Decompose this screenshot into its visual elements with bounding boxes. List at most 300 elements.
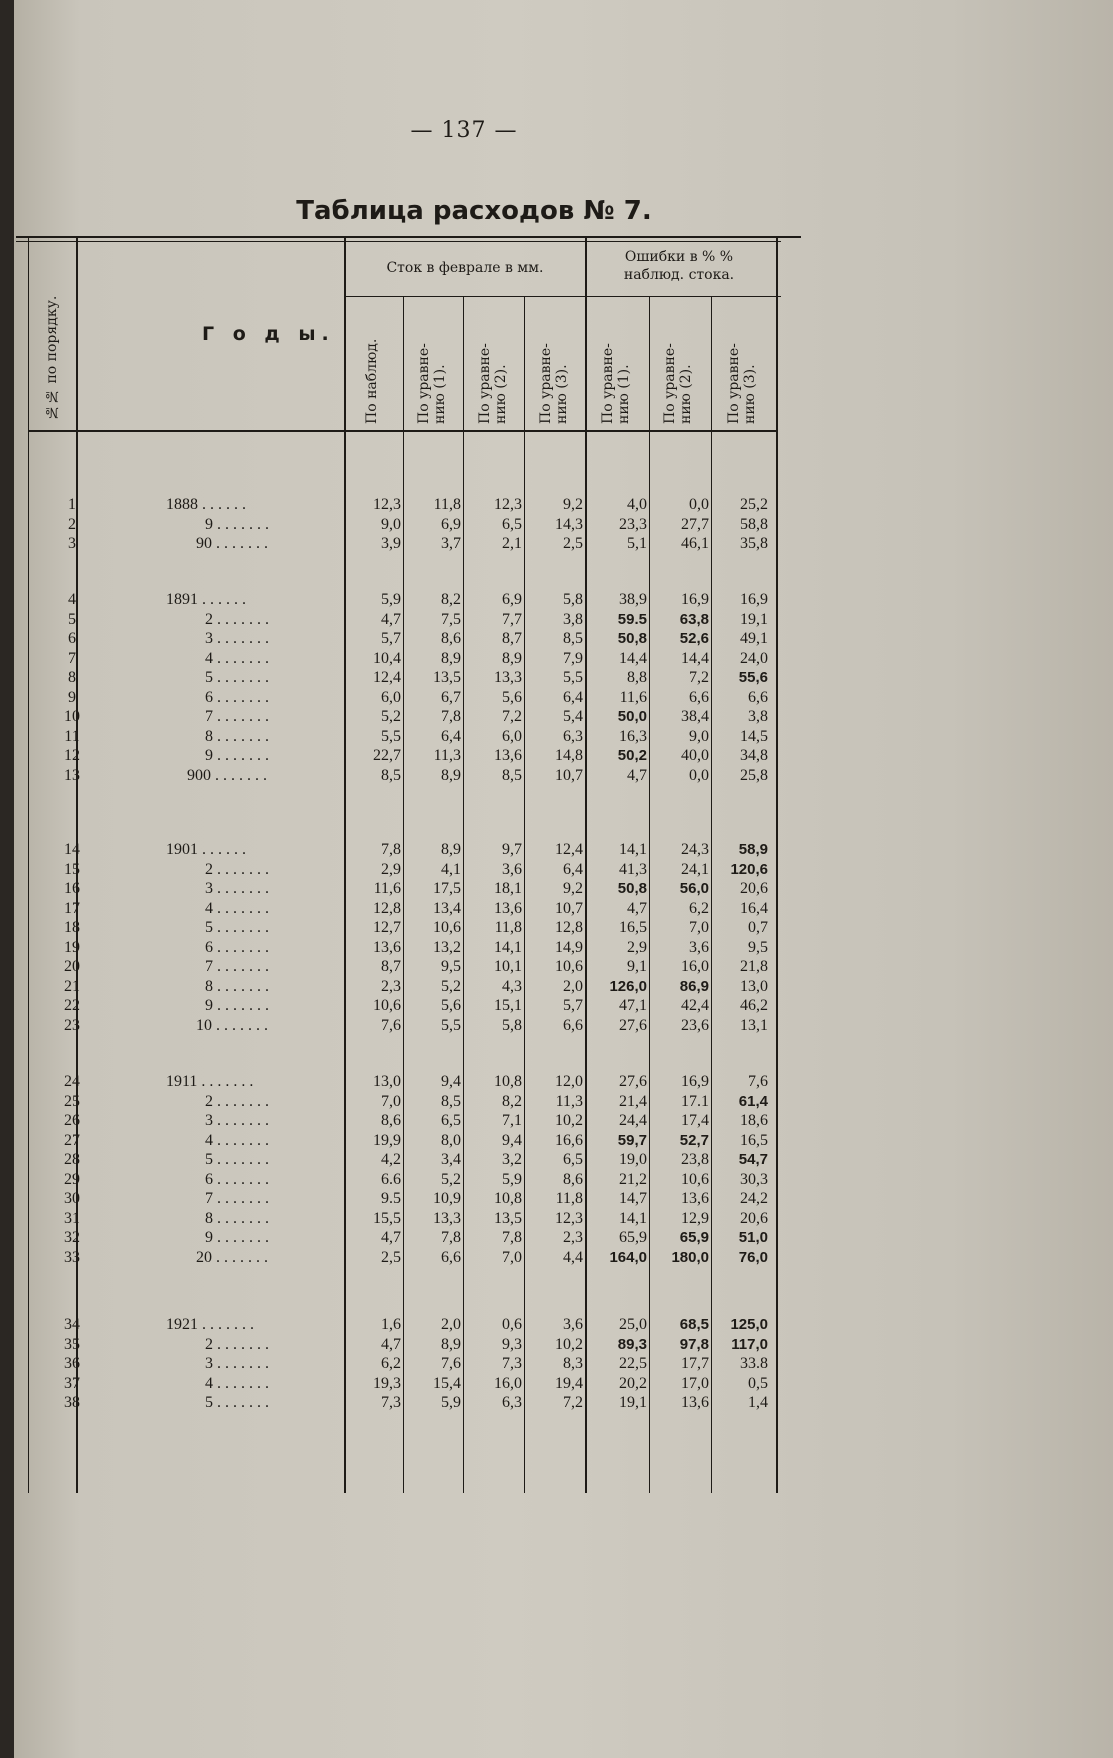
row-value-col-7: 6,6	[748, 688, 768, 706]
row-value-col-1: 8,6	[381, 1112, 401, 1129]
row-value-col-2: 8,2	[441, 591, 461, 608]
row-value-col-6: 40,0	[681, 747, 709, 764]
header-eq2: По уравне- нию (2).	[477, 343, 509, 424]
row-value-col-4: 14,8	[555, 747, 583, 764]
top-rule-thin	[16, 241, 781, 242]
table-row	[14, 1092, 784, 1111]
row-value-col-2: 6,6	[441, 1248, 461, 1266]
row-value-col-6: 10,6	[681, 1170, 709, 1188]
row-value-col-2: 7,5	[441, 610, 461, 628]
row-value-col-2: 8,6	[441, 630, 461, 647]
row-value-col-5: 4,0	[627, 496, 647, 513]
row-value-col-7: 19,1	[740, 610, 768, 628]
row-value-col-5: 14,7	[619, 1190, 647, 1207]
row-value-col-1: 10,6	[373, 997, 401, 1014]
row-value-col-5: 11,6	[619, 688, 647, 706]
row-value-col-2: 11,3	[433, 747, 461, 764]
row-value-col-2: 5,6	[441, 997, 461, 1014]
row-value-col-4: 9,2	[563, 880, 583, 897]
table-row	[14, 688, 784, 707]
row-value-col-5: 2,9	[627, 938, 647, 956]
row-value-col-6: 86,9	[679, 977, 709, 995]
row-value-col-4: 10,6	[555, 958, 583, 975]
row-value-col-5: 47,1	[619, 997, 647, 1014]
header-err2: По уравне- нию (2).	[662, 343, 694, 424]
row-value-col-3: 9,4	[502, 1131, 522, 1149]
row-value-col-4: 6,3	[563, 727, 583, 745]
row-number: 13	[64, 766, 80, 784]
row-value-col-2: 7,8	[441, 708, 461, 725]
row-value-col-1: 4,7	[381, 1229, 401, 1246]
row-value-col-3: 7,3	[502, 1355, 522, 1372]
row-value-col-5: 126,0	[609, 977, 647, 995]
row-value-col-7: 16,5	[740, 1131, 768, 1149]
row-value-col-2: 13,4	[433, 899, 461, 917]
row-value-col-7: 49,1	[740, 630, 768, 647]
row-value-col-6: 46,1	[681, 535, 709, 552]
row-number: 36	[64, 1355, 80, 1372]
row-value-col-1: 7,0	[381, 1092, 401, 1110]
row-value-col-4: 5,4	[563, 708, 583, 725]
table-row	[14, 1248, 784, 1267]
row-value-col-6: 16,0	[681, 958, 709, 975]
row-number: 14	[64, 841, 80, 858]
table-row	[14, 1209, 784, 1228]
table-row	[14, 1374, 784, 1393]
row-value-col-2: 5,2	[441, 1170, 461, 1188]
row-number: 4	[68, 591, 76, 608]
row-value-col-6: 17,4	[681, 1112, 709, 1129]
row-number: 7	[68, 649, 76, 667]
row-year: 1888 . . . . . .	[166, 496, 246, 513]
row-value-col-3: 3,2	[502, 1151, 522, 1168]
row-value-col-5: 50,2	[617, 747, 647, 764]
row-value-col-7: 58,8	[740, 515, 768, 533]
row-value-col-3: 5,9	[502, 1170, 522, 1188]
row-value-col-5: 27,6	[619, 1016, 647, 1034]
header-years: Г о д ы.	[202, 323, 335, 345]
row-value-col-3: 8,5	[502, 766, 522, 784]
row-value-col-5: 4,7	[627, 899, 647, 917]
row-value-col-3: 6,3	[502, 1394, 522, 1411]
row-value-col-2: 13,3	[433, 1209, 461, 1227]
row-value-col-3: 4,3	[502, 977, 522, 995]
row-value-col-6: 3,6	[689, 938, 709, 956]
row-value-col-3: 11,8	[494, 919, 522, 936]
header-observed: По наблюд.	[364, 338, 380, 424]
table-row	[14, 629, 784, 648]
row-value-col-5: 59.5	[617, 610, 647, 628]
row-value-col-1: 12,3	[373, 496, 401, 513]
header-err3: По уравне- нию (3).	[726, 343, 758, 424]
row-value-col-2: 15,4	[433, 1374, 461, 1392]
row-value-col-7: 125,0	[730, 1316, 768, 1333]
row-value-col-1: 12,8	[373, 899, 401, 917]
row-value-col-4: 6,4	[563, 860, 583, 878]
table-row	[14, 1016, 784, 1035]
row-value-col-1: 19,3	[373, 1374, 401, 1392]
row-number: 38	[64, 1394, 80, 1411]
table-row	[14, 1228, 784, 1247]
row-value-col-2: 8,9	[441, 1335, 461, 1353]
row-number: 9	[68, 688, 76, 706]
row-year: 7 . . . . . . .	[205, 708, 269, 725]
row-value-col-1: 7,3	[381, 1394, 401, 1411]
row-year: 5 . . . . . . .	[205, 1151, 269, 1168]
row-value-col-6: 16,9	[681, 591, 709, 608]
row-value-col-6: 65,9	[679, 1229, 709, 1246]
row-value-col-5: 164,0	[609, 1248, 647, 1266]
row-value-col-3: 0,6	[502, 1316, 522, 1333]
row-value-col-7: 24,0	[740, 649, 768, 667]
row-value-col-4: 8,3	[563, 1355, 583, 1372]
row-value-col-6: 23,6	[681, 1016, 709, 1034]
row-value-col-1: 5,5	[381, 727, 401, 745]
row-number: 37	[64, 1374, 80, 1392]
table-row	[14, 1354, 784, 1373]
row-value-col-1: 5,2	[381, 708, 401, 725]
table-row	[14, 1189, 784, 1208]
row-value-col-7: 58,9	[738, 841, 768, 858]
row-value-col-4: 8,5	[563, 630, 583, 647]
row-value-col-3: 18,1	[494, 880, 522, 897]
row-value-col-3: 13,3	[494, 669, 522, 686]
row-value-col-1: 12,4	[373, 669, 401, 686]
row-value-col-6: 52,6	[679, 630, 709, 647]
row-value-col-7: 54,7	[738, 1151, 768, 1168]
row-value-col-7: 14,5	[740, 727, 768, 745]
row-number: 10	[64, 708, 80, 725]
row-value-col-6: 0,0	[689, 496, 709, 513]
row-number: 1	[68, 496, 76, 513]
row-value-col-5: 50,8	[617, 630, 647, 647]
row-value-col-7: 0,5	[748, 1374, 768, 1392]
row-value-col-6: 27,7	[681, 515, 709, 533]
row-value-col-5: 19,1	[619, 1394, 647, 1411]
row-value-col-4: 5,8	[563, 591, 583, 608]
row-year: 7 . . . . . . .	[205, 1190, 269, 1207]
row-value-col-1: 4,2	[381, 1151, 401, 1168]
row-value-col-7: 21,8	[740, 958, 768, 975]
row-value-col-4: 5,7	[563, 997, 583, 1014]
table-row	[14, 668, 784, 687]
table-row	[14, 1150, 784, 1169]
row-value-col-2: 5,9	[441, 1394, 461, 1411]
row-year: 6 . . . . . . .	[205, 1170, 269, 1188]
row-value-col-5: 14,1	[619, 841, 647, 858]
row-value-col-3: 13,5	[494, 1209, 522, 1227]
row-value-col-1: 11,6	[373, 880, 401, 897]
row-value-col-2: 3,4	[441, 1151, 461, 1168]
row-value-col-2: 3,7	[441, 535, 461, 552]
row-value-col-6: 68,5	[679, 1316, 709, 1333]
row-number: 2	[68, 515, 76, 533]
row-value-col-2: 2,0	[441, 1316, 461, 1333]
row-year: 6 . . . . . . .	[205, 688, 269, 706]
table-row	[14, 707, 784, 726]
row-number: 32	[64, 1229, 80, 1246]
row-value-col-1: 15,5	[373, 1209, 401, 1227]
row-value-col-5: 59,7	[617, 1131, 647, 1149]
row-value-col-1: 9.5	[381, 1190, 401, 1207]
table-row	[14, 957, 784, 976]
row-value-col-1: 2,3	[381, 977, 401, 995]
row-value-col-7: 117,0	[731, 1335, 768, 1353]
table-row	[14, 649, 784, 668]
table-row	[14, 977, 784, 996]
row-value-col-6: 97,8	[679, 1335, 709, 1353]
row-value-col-5: 25,0	[619, 1316, 647, 1333]
row-value-col-4: 19,4	[555, 1374, 583, 1392]
row-value-col-7: 13,0	[740, 977, 768, 995]
row-year: 3 . . . . . . .	[205, 880, 269, 897]
table-row	[14, 515, 784, 534]
row-value-col-7: 33.8	[740, 1355, 768, 1372]
row-value-col-7: 16,4	[740, 899, 768, 917]
row-value-col-1: 8,5	[381, 766, 401, 784]
row-value-col-6: 13,6	[681, 1394, 709, 1411]
table-row	[14, 746, 784, 765]
row-value-col-7: 46,2	[740, 997, 768, 1014]
row-value-col-1: 4,7	[381, 610, 401, 628]
row-number: 6	[68, 630, 76, 647]
row-value-col-5: 21,2	[619, 1170, 647, 1188]
row-value-col-6: 7,2	[689, 669, 709, 686]
row-value-col-4: 10,2	[555, 1335, 583, 1353]
row-value-col-1: 9,0	[381, 515, 401, 533]
header-errors-group: Ошибки в % % наблюд. стока.	[623, 249, 735, 283]
row-value-col-2: 8,9	[441, 649, 461, 667]
row-value-col-2: 9,5	[441, 958, 461, 975]
table-row	[14, 860, 784, 879]
row-year: 8 . . . . . . .	[205, 1209, 269, 1227]
table-row	[14, 1111, 784, 1130]
row-value-col-6: 38,4	[681, 708, 709, 725]
row-value-col-4: 10,7	[555, 899, 583, 917]
table-row	[14, 495, 784, 514]
top-rule	[16, 236, 801, 238]
row-value-col-4: 9,2	[563, 496, 583, 513]
row-value-col-6: 12,9	[681, 1209, 709, 1227]
row-value-col-6: 42,4	[681, 997, 709, 1014]
row-value-col-1: 5,7	[381, 630, 401, 647]
row-value-col-2: 13,5	[433, 669, 461, 686]
row-value-col-3: 14,1	[494, 938, 522, 956]
row-value-col-3: 12,3	[494, 496, 522, 513]
row-value-col-6: 16,9	[681, 1073, 709, 1090]
row-number: 23	[64, 1016, 80, 1034]
row-value-col-1: 8,7	[381, 958, 401, 975]
row-value-col-4: 16,6	[555, 1131, 583, 1149]
row-year: 6 . . . . . . .	[205, 938, 269, 956]
row-value-col-6: 7,0	[689, 919, 709, 936]
row-value-col-5: 8,8	[627, 669, 647, 686]
row-value-col-1: 12,7	[373, 919, 401, 936]
row-value-col-3: 7,7	[502, 610, 522, 628]
row-value-col-1: 2,5	[381, 1248, 401, 1266]
row-value-col-1: 2,9	[381, 860, 401, 878]
table-row	[14, 879, 784, 898]
row-number: 29	[64, 1170, 80, 1188]
table-row	[14, 610, 784, 629]
row-value-col-5: 21,4	[619, 1092, 647, 1110]
row-value-col-4: 7,2	[563, 1394, 583, 1411]
row-value-col-3: 8,7	[502, 630, 522, 647]
row-value-col-5: 5,1	[627, 535, 647, 552]
row-year: 8 . . . . . . .	[205, 977, 269, 995]
row-value-col-2: 4,1	[441, 860, 461, 878]
row-value-col-3: 5,8	[502, 1016, 522, 1034]
row-year: 1901 . . . . . .	[166, 841, 246, 858]
table-row	[14, 727, 784, 746]
row-value-col-7: 35,8	[740, 535, 768, 552]
row-year: 900 . . . . . . .	[187, 766, 267, 784]
row-number: 17	[64, 899, 80, 917]
row-value-col-6: 17.1	[681, 1092, 709, 1110]
row-number: 35	[64, 1335, 80, 1353]
row-value-col-7: 61,4	[738, 1092, 768, 1110]
row-year: 3 . . . . . . .	[205, 1355, 269, 1372]
row-number: 16	[64, 880, 80, 897]
row-value-col-6: 24,1	[681, 860, 709, 878]
row-number: 25	[64, 1092, 80, 1110]
row-value-col-2: 6,9	[441, 515, 461, 533]
row-value-col-4: 14,9	[555, 938, 583, 956]
row-number: 30	[64, 1190, 80, 1207]
row-value-col-1: 5,9	[381, 591, 401, 608]
row-year: 7 . . . . . . .	[205, 958, 269, 975]
row-value-col-3: 10,8	[494, 1073, 522, 1090]
row-value-col-6: 13,6	[681, 1190, 709, 1207]
row-value-col-6: 23,8	[681, 1151, 709, 1168]
row-value-col-6: 0,0	[689, 766, 709, 784]
row-value-col-2: 9,4	[441, 1073, 461, 1090]
row-value-col-1: 7,8	[381, 841, 401, 858]
row-value-col-5: 9,1	[627, 958, 647, 975]
row-value-col-2: 11,8	[433, 496, 461, 513]
row-value-col-2: 7,8	[441, 1229, 461, 1246]
row-number: 33	[64, 1248, 80, 1266]
row-value-col-7: 51,0	[738, 1229, 768, 1246]
row-value-col-4: 6,4	[563, 688, 583, 706]
row-value-col-5: 16,5	[619, 919, 647, 936]
row-value-col-4: 11,8	[555, 1190, 583, 1207]
row-year: 9 . . . . . . .	[205, 997, 269, 1014]
row-number: 34	[64, 1316, 80, 1333]
row-value-col-1: 6,2	[381, 1355, 401, 1372]
row-number: 31	[64, 1209, 80, 1227]
table-title: Таблица расходов № 7.	[296, 196, 652, 226]
row-number: 18	[64, 919, 80, 936]
row-year: 3 . . . . . . .	[205, 630, 269, 647]
row-value-col-2: 10,9	[433, 1190, 461, 1207]
row-year: 5 . . . . . . .	[205, 919, 269, 936]
row-year: 3 . . . . . . .	[205, 1112, 269, 1129]
row-value-col-7: 55,6	[738, 669, 768, 686]
row-value-col-5: 4,7	[627, 766, 647, 784]
table-row	[14, 590, 784, 609]
row-number: 28	[64, 1151, 80, 1168]
row-value-col-3: 7,8	[502, 1229, 522, 1246]
row-value-col-3: 7,0	[502, 1248, 522, 1266]
row-value-col-4: 12,4	[555, 841, 583, 858]
row-value-col-2: 6,5	[441, 1112, 461, 1129]
row-number: 12	[64, 747, 80, 764]
row-value-col-1: 19,9	[373, 1131, 401, 1149]
table-row	[14, 766, 784, 785]
row-value-col-3: 6,0	[502, 727, 522, 745]
row-value-col-5: 38,9	[619, 591, 647, 608]
row-value-col-3: 15,1	[494, 997, 522, 1014]
row-year: 4 . . . . . . .	[205, 1131, 269, 1149]
row-value-col-3: 8,9	[502, 649, 522, 667]
row-number: 3	[68, 535, 76, 552]
row-year: 1911 . . . . . . .	[166, 1073, 254, 1090]
row-value-col-3: 6,9	[502, 591, 522, 608]
row-value-col-2: 10,6	[433, 919, 461, 936]
header-eq3: По уравне- нию (3).	[538, 343, 570, 424]
table-row	[14, 1072, 784, 1091]
row-value-col-5: 22,5	[619, 1355, 647, 1372]
row-value-col-5: 41,3	[619, 860, 647, 878]
row-number: 21	[64, 977, 80, 995]
row-value-col-6: 56,0	[679, 880, 709, 897]
row-year: 2 . . . . . . .	[205, 610, 269, 628]
row-year: 90 . . . . . . .	[196, 535, 268, 552]
row-value-col-4: 7,9	[563, 649, 583, 667]
row-value-col-2: 17,5	[433, 880, 461, 897]
row-value-col-2: 13,2	[433, 938, 461, 956]
row-value-col-5: 14,4	[619, 649, 647, 667]
row-value-col-5: 20,2	[619, 1374, 647, 1392]
row-value-col-2: 8,0	[441, 1131, 461, 1149]
row-value-col-3: 10,8	[494, 1190, 522, 1207]
row-value-col-4: 3,6	[563, 1316, 583, 1333]
header-no: №№ по порядку.	[44, 295, 60, 420]
row-value-col-6: 17,7	[681, 1355, 709, 1372]
header-runoff-group: Сток в феврале в мм.	[386, 260, 544, 276]
row-value-col-5: 14,1	[619, 1209, 647, 1227]
row-number: 19	[64, 938, 80, 956]
table-row	[14, 996, 784, 1015]
row-value-col-6: 6,6	[689, 688, 709, 706]
row-value-col-4: 4,4	[563, 1248, 583, 1266]
row-year: 4 . . . . . . .	[205, 649, 269, 667]
table-row	[14, 1131, 784, 1150]
row-year: 5 . . . . . . .	[205, 1394, 269, 1411]
row-value-col-5: 16,3	[619, 727, 647, 745]
row-value-col-2: 6,7	[441, 688, 461, 706]
table-row	[14, 1393, 784, 1412]
row-year: 2 . . . . . . .	[205, 1335, 269, 1353]
table-row	[14, 918, 784, 937]
row-value-col-6: 63,8	[679, 610, 709, 628]
row-value-col-1: 6.6	[381, 1170, 401, 1188]
row-value-col-1: 4,7	[381, 1335, 401, 1353]
table-row	[14, 1170, 784, 1189]
row-value-col-3: 5,6	[502, 688, 522, 706]
row-value-col-3: 16,0	[494, 1374, 522, 1392]
row-value-col-2: 8,9	[441, 841, 461, 858]
row-value-col-7: 1,4	[748, 1394, 768, 1411]
row-year: 10 . . . . . . .	[196, 1016, 268, 1034]
row-year: 4 . . . . . . .	[205, 899, 269, 917]
row-value-col-3: 13,6	[494, 747, 522, 764]
row-value-col-6: 52,7	[679, 1131, 709, 1149]
row-value-col-5: 19,0	[619, 1151, 647, 1168]
row-value-col-4: 12,8	[555, 919, 583, 936]
row-value-col-3: 3,6	[502, 860, 522, 878]
